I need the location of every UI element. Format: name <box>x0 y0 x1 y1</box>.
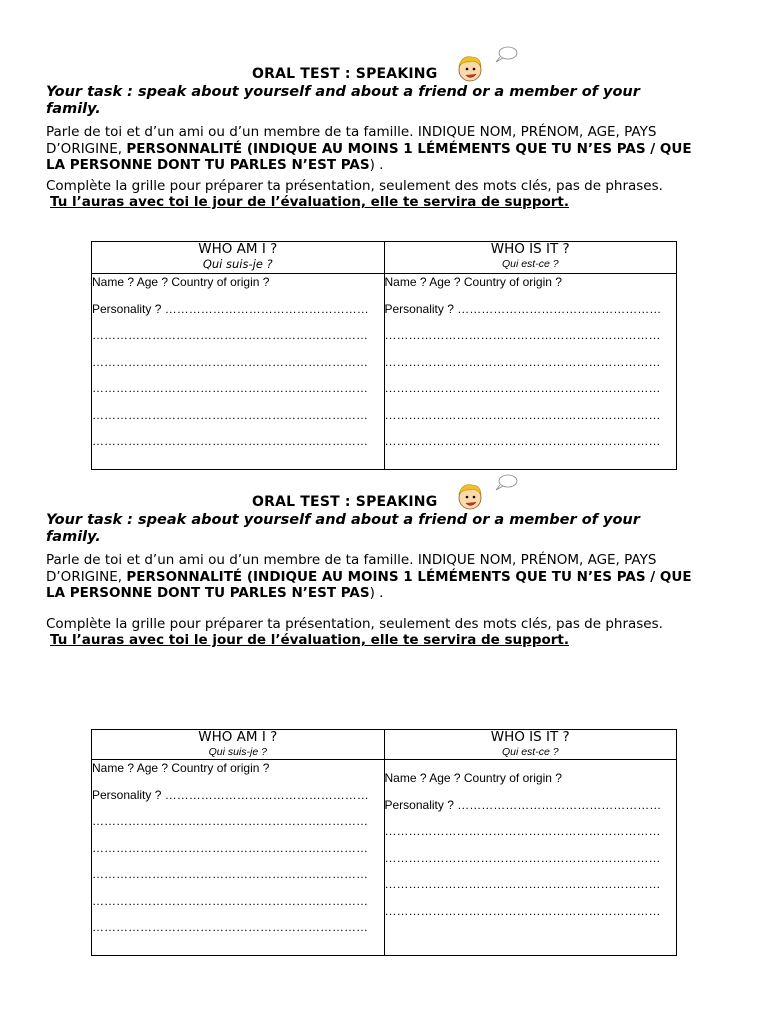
blank-line: …………………………………………………………… <box>384 903 661 918</box>
line-personality: Personality ? …………………………………………… <box>384 301 662 316</box>
preparation-grid-2 <box>91 729 677 956</box>
header-who-am-i <box>92 730 385 760</box>
grid-instructions-underlined: Tu l’auras avec toi le jour de l’évaluation, elle te servira de support. <box>50 632 570 648</box>
instructions-end: ) . <box>369 585 384 601</box>
blank-line: …………………………………………………………… <box>384 354 661 369</box>
instructions-plain: Parle de toi et d’un ami ou d’un membre de ta famille. INDIQUE NOM, PRÉNOM, AGE, PAYS D’ORIGINE, <box>46 124 657 157</box>
line-personality: Personality ? …………………………………………… <box>384 797 662 812</box>
header-subtitle: Qui suis-je ? <box>202 257 273 271</box>
blank-line: …………………………………………………………… <box>384 434 661 448</box>
answer-cell-self[interactable] <box>92 274 385 470</box>
instructions-paragraph <box>46 124 706 174</box>
blank-line: …………………………………………………………… <box>384 824 661 838</box>
section-1 <box>46 44 706 211</box>
grid-instructions <box>46 616 706 649</box>
instructions-bold: PERSONNALITÉ (INDIQUE AU MOINS 1 LÉMÉMENTS QUE TU N’ES PAS / QUE LA PERSONNE DONT TU PARLES N’EST PAS <box>46 140 692 173</box>
answer-cell-other[interactable] <box>384 274 677 470</box>
header-who-is-it <box>384 730 677 760</box>
header-subtitle: Qui est-ce ? <box>501 258 559 270</box>
header-title: WHO AM I ? <box>198 241 278 257</box>
blank-line: …………………………………………………………… <box>92 354 368 369</box>
answer-cell-self[interactable] <box>92 760 385 956</box>
blank-line: …………………………………………………………… <box>92 381 368 395</box>
grid-header-row <box>92 242 677 274</box>
blank-line: …………………………………………………………… <box>92 867 368 881</box>
header-subtitle: Qui est-ce ? <box>501 746 559 758</box>
grid-header-row <box>92 730 677 760</box>
header-who-is-it <box>384 242 677 274</box>
line-name-age-country: Name ? Age ? Country of origin ? <box>384 275 562 289</box>
section-2 <box>46 472 706 649</box>
blank-line: …………………………………………………………… <box>92 840 368 855</box>
instructions-end: ) . <box>369 157 384 173</box>
instructions-plain: Parle de toi et d’un ami ou d’un membre de ta famille. INDIQUE NOM, PRÉNOM, AGE, PAYS D’ORIGINE, <box>46 552 657 585</box>
header-title: WHO AM I ? <box>198 729 278 745</box>
blank-line: …………………………………………………………… <box>92 328 368 342</box>
blank-line: …………………………………………………………… <box>384 877 661 891</box>
page-title: ORAL TEST : SPEAKING <box>252 66 438 82</box>
blank-line: …………………………………………………………… <box>92 893 368 908</box>
preparation-grid-1 <box>91 241 677 470</box>
header-title: WHO IS IT ? <box>490 729 570 745</box>
header-title: WHO IS IT ? <box>490 241 570 257</box>
grid-instructions-underlined: Tu l’auras avec toi le jour de l’évaluation, elle te servira de support. <box>50 194 570 210</box>
grid-instructions-plain: Complète la grille pour préparer ta présentation, seulement des mots clés, pas de phrases. <box>46 177 663 194</box>
speaking-face-icon <box>456 44 518 86</box>
header-subtitle: Qui suis-je ? <box>208 746 267 758</box>
page-title: ORAL TEST : SPEAKING <box>252 494 438 510</box>
line-name-age-country: Name ? Age ? Country of origin ? <box>92 275 270 289</box>
header-who-am-i <box>92 242 385 274</box>
blank-line: …………………………………………………………… <box>92 434 368 448</box>
title-row <box>46 472 706 512</box>
grid-body-row <box>92 274 677 470</box>
line-name-age-country: Name ? Age ? Country of origin ? <box>92 761 270 775</box>
grid-body-row <box>92 760 677 956</box>
line-personality: Personality ? …………………………………………… <box>92 787 369 802</box>
blank-line: …………………………………………………………… <box>384 407 661 422</box>
blank-line: …………………………………………………………… <box>92 407 368 422</box>
blank-line: …………………………………………………………… <box>384 328 661 342</box>
line-name-age-country: Name ? Age ? Country of origin ? <box>384 771 562 785</box>
blank-line: …………………………………………………………… <box>384 850 661 865</box>
blank-line: …………………………………………………………… <box>92 920 368 934</box>
grid-instructions-plain: Complète la grille pour préparer ta présentation, seulement des mots clés, pas de phrases. <box>46 615 663 632</box>
grid-instructions <box>46 178 706 211</box>
blank-line: …………………………………………………………… <box>92 814 368 828</box>
instructions-bold: PERSONNALITÉ (INDIQUE AU MOINS 1 LÉMÉMENTS QUE TU N’ES PAS / QUE LA PERSONNE DONT TU PARLES N’EST PAS <box>46 568 692 601</box>
title-row <box>46 44 706 84</box>
answer-cell-other[interactable] <box>384 760 677 956</box>
blank-line: …………………………………………………………… <box>384 381 661 395</box>
line-personality: Personality ? …………………………………………… <box>92 301 369 316</box>
task-statement: Your task : speak about yourself and about a friend or a member of your family. <box>46 512 640 545</box>
speaking-face-icon <box>456 472 518 514</box>
instructions-paragraph <box>46 552 706 602</box>
task-statement: Your task : speak about yourself and about a friend or a member of your family. <box>46 84 640 117</box>
